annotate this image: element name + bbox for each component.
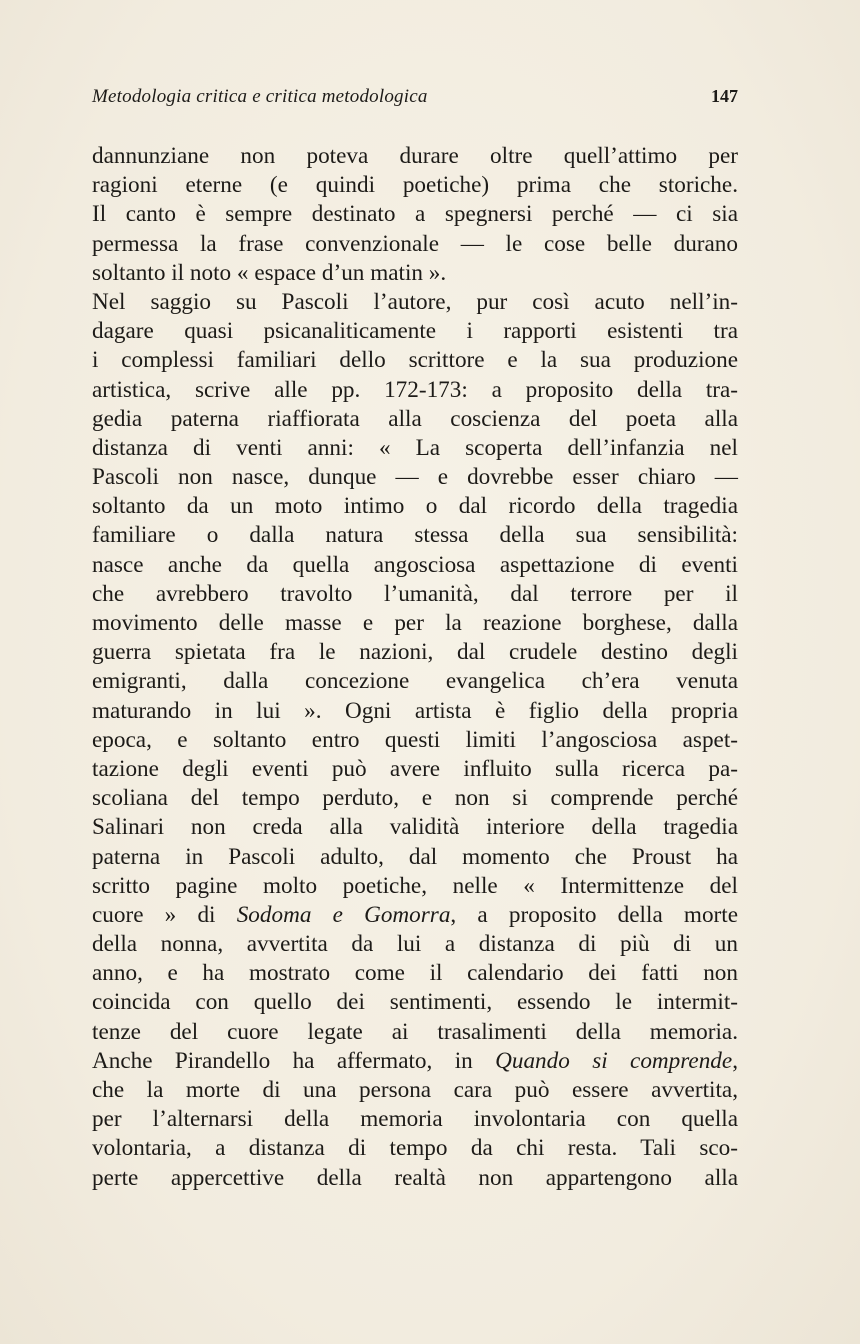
text-segment: Nel saggio su Pascoli l’autore, pur così acuto nell’in- xyxy=(92,288,738,315)
text-line xyxy=(92,551,738,580)
text-line xyxy=(92,638,738,667)
text-segment: soltanto da un moto intimo o dal ricordo della tragedia xyxy=(92,493,738,520)
text-line xyxy=(92,259,738,288)
text-line xyxy=(92,346,738,375)
text-line xyxy=(92,1134,738,1163)
text-segment: gedia paterna riaffiorata alla coscienza del poeta alla xyxy=(92,405,738,432)
text-segment: maturando in lui ». Ogni artista è figlio della propria xyxy=(92,697,738,724)
text-segment: volontaria, a distanza di tempo da chi resta. Tali sco- xyxy=(92,1135,738,1162)
text-segment: movimento delle masse e per la reazione borghese, dalla xyxy=(92,610,738,636)
text-segment: emigranti, dalla concezione evangelica ch’era venuta xyxy=(92,668,738,695)
text-line xyxy=(92,434,738,463)
text-segment: Salinari non creda alla validità interiore della tragedia xyxy=(92,814,738,841)
page-number: 147 xyxy=(711,86,738,106)
text-line xyxy=(92,142,738,171)
text-line xyxy=(92,405,738,434)
text-line xyxy=(92,376,738,405)
text-segment: scritto pagine molto poetiche, nelle « Intermittenze del xyxy=(92,872,738,899)
text-line xyxy=(92,901,738,930)
text-line xyxy=(92,230,738,259)
text-line xyxy=(92,1076,738,1105)
text-segment: epoca, e soltanto entro questi limiti l’angosciosa aspet- xyxy=(92,726,738,753)
text-segment: guerra spietata fra le nazioni, dal crudele destino degli xyxy=(92,639,738,666)
text-line xyxy=(92,755,738,784)
text-segment: dagare quasi psicanaliticamente i rapporti esistenti tra xyxy=(92,318,738,345)
text-line xyxy=(92,317,738,346)
text-line xyxy=(92,959,738,988)
text-segment: scoliana del tempo perduto, e non si comprende perché xyxy=(92,785,738,812)
text-segment: Pascoli non nasce, dunque — e dovrebbe esser chiaro — xyxy=(92,464,738,491)
text-segment: soltanto il noto « espace d’un matin ». xyxy=(92,259,447,286)
text-segment: nasce anche da quella angosciosa aspettazione di eventi xyxy=(92,551,738,578)
text-segment: che avrebbero travolto l’umanità, dal terrore per il xyxy=(92,580,738,607)
text-segment: coincida con quello dei sentimenti, essendo le intermit- xyxy=(92,989,738,1016)
text-line xyxy=(92,697,738,726)
text-segment: che la morte di una persona cara può essere avvertita, xyxy=(92,1077,738,1103)
text-line xyxy=(92,988,738,1017)
body-text xyxy=(92,142,738,1193)
text-line xyxy=(92,171,738,200)
page-header xyxy=(92,82,738,112)
text-segment: , xyxy=(732,1047,738,1074)
text-segment: per l’alternarsi della memoria involontaria con quella xyxy=(92,1106,738,1133)
text-segment: i complessi familiari dello scrittore e la sua produzione xyxy=(92,347,738,374)
text-segment: permessa la frase convenzionale — le cose belle durano xyxy=(92,230,738,257)
text-line xyxy=(92,609,738,638)
text-line xyxy=(92,667,738,696)
text-line xyxy=(92,726,738,755)
text-segment: paterna in Pascoli adulto, dal momento che Proust ha xyxy=(92,843,738,870)
text-line xyxy=(92,521,738,550)
text-line xyxy=(92,492,738,521)
text-segment: ragioni eterne (e quindi poetiche) prima che storiche. xyxy=(92,172,738,199)
text-line xyxy=(92,288,738,317)
text-segment: tenze del cuore legate ai trasalimenti della memoria. xyxy=(92,1018,738,1045)
text-segment: Anche Pirandello ha affermato, in xyxy=(92,1047,496,1074)
text-line xyxy=(92,813,738,842)
text-segment: cuore » di xyxy=(92,901,237,928)
text-line xyxy=(92,1047,738,1076)
text-segment: artistica, scrive alle pp. 172-173: a proposito della tra- xyxy=(92,376,738,403)
text-segment: , a proposito della morte xyxy=(450,901,739,928)
text-segment: tazione degli eventi può avere influito sulla ricerca pa- xyxy=(92,755,738,782)
text-line xyxy=(92,1105,738,1134)
running-title: Metodologia critica e critica metodologica xyxy=(92,86,428,107)
text-segment: dannunziane non poteva durare oltre quell’attimo per xyxy=(92,143,738,169)
text-line xyxy=(92,843,738,872)
text-line xyxy=(92,930,738,959)
text-segment: familiare o dalla natura stessa della sua sensibilità: xyxy=(92,522,738,549)
italic-title: Sodoma e Gomorra xyxy=(236,901,451,928)
text-line xyxy=(92,463,738,492)
italic-title: Quando si comprende xyxy=(495,1047,733,1074)
text-line xyxy=(92,1164,738,1193)
text-line xyxy=(92,200,738,229)
text-line xyxy=(92,1018,738,1047)
text-line xyxy=(92,784,738,813)
text-segment: anno, e ha mostrato come il calendario dei fatti non xyxy=(92,960,738,987)
text-line xyxy=(92,872,738,901)
text-segment: distanza di venti anni: « La scoperta dell’infanzia nel xyxy=(92,434,738,461)
text-segment: perte appercettive della realtà non appartengono alla xyxy=(92,1164,738,1191)
text-segment: della nonna, avvertita da lui a distanza di più di un xyxy=(92,931,738,958)
text-line xyxy=(92,580,738,609)
text-segment: Il canto è sempre destinato a spegnersi perché — ci sia xyxy=(92,201,738,228)
